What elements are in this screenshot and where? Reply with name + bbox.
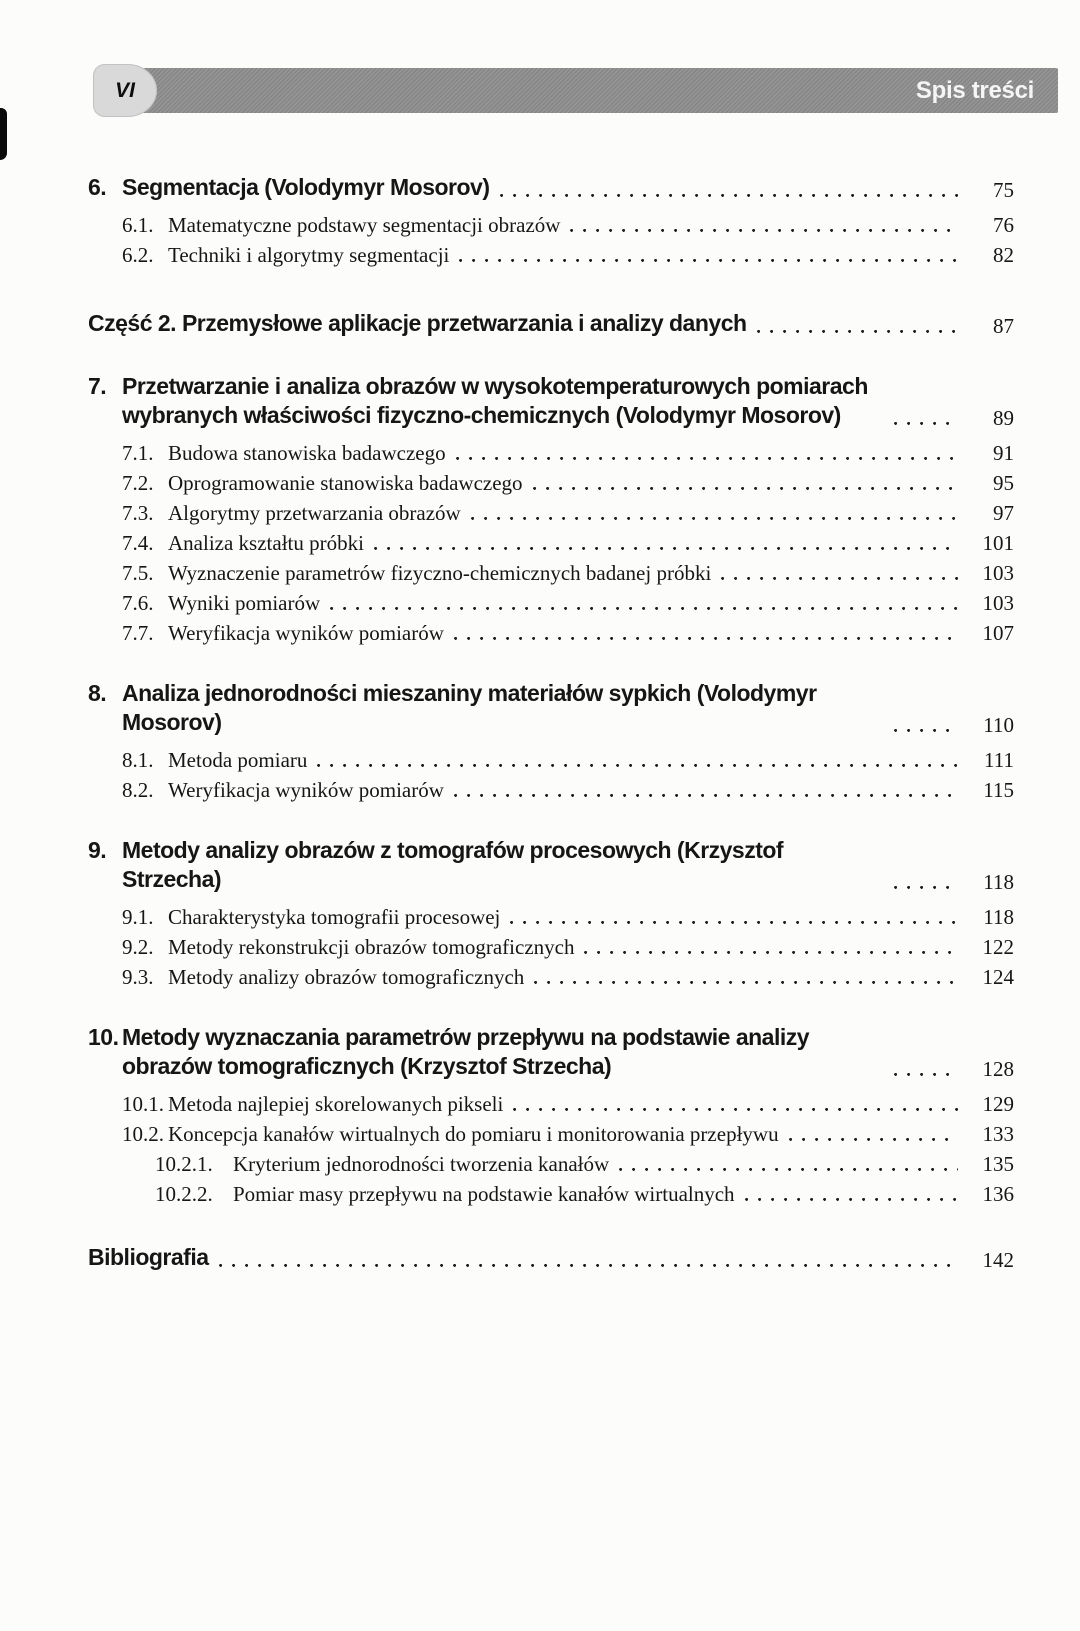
toc-entry-number: 9. <box>88 837 107 863</box>
toc-entry <box>88 679 1014 737</box>
dot-leader <box>570 229 958 232</box>
dot-leader <box>454 637 958 640</box>
toc-entry <box>88 935 1014 959</box>
toc-entry <box>88 309 1014 338</box>
dot-leader <box>533 487 958 490</box>
toc-entry-page: 133 <box>982 1122 1014 1146</box>
toc-entry-title: Pomiar masy przepływu na podstawie kanałów wirtualnych <box>233 1182 735 1206</box>
dot-leader <box>619 1168 958 1171</box>
dot-leader <box>454 794 958 797</box>
toc-entry-title: Budowa stanowiska badawczego <box>168 441 446 465</box>
toc-entry-number: 6.1. <box>122 213 154 237</box>
toc-entry-page: 107 <box>982 621 1014 645</box>
page-number: VI <box>115 78 135 102</box>
toc-entry-page: 128 <box>982 1057 1014 1081</box>
toc-entry <box>88 1182 1014 1206</box>
dot-leader <box>317 764 958 767</box>
toc-entry-number: 8. <box>88 680 107 706</box>
toc-entry <box>88 243 1014 267</box>
toc-entry-title: Analiza kształtu próbki <box>168 531 364 555</box>
toc-entry-title: Część 2. Przemysłowe aplikacje przetwarzania i analizy danych <box>88 310 747 336</box>
dot-leader <box>374 547 958 550</box>
toc-entry-title: Weryfikacja wyników pomiarów <box>168 621 444 645</box>
toc-entry-page: 115 <box>983 778 1014 802</box>
toc-entry-page: 142 <box>982 1248 1014 1272</box>
dot-leader <box>745 1198 958 1201</box>
toc-entry-page: 118 <box>983 905 1014 929</box>
toc-entry-title: Przetwarzanie i analiza obrazów w wysokotemperaturowych pomiarach wybranych właściwości fizyczno-chemicznych (Volodymyr Mosorov) <box>122 373 868 428</box>
toc-entry <box>88 1023 1014 1081</box>
dot-leader <box>894 1073 958 1076</box>
toc-entry <box>88 173 1014 202</box>
page-number-badge <box>93 64 157 117</box>
dot-leader <box>219 1264 958 1267</box>
toc-entry-page: 101 <box>982 531 1014 555</box>
toc-entry-title: Charakterystyka tomografii procesowej <box>168 905 501 929</box>
toc-entry <box>88 372 1014 430</box>
toc-entry <box>88 1122 1014 1146</box>
toc-entry-number: 8.2. <box>122 778 154 802</box>
toc-entry-number: 7.5. <box>122 561 154 585</box>
toc-entry-page: 95 <box>993 471 1014 495</box>
toc-entry-title: Oprogramowanie stanowiska badawczego <box>168 471 523 495</box>
toc-entry-number: 10.2.2. <box>155 1182 213 1206</box>
toc-entry-page: 111 <box>984 748 1014 772</box>
header-title: Spis treści <box>915 77 1034 104</box>
toc-entry-number: 7.1. <box>122 441 154 465</box>
toc-entry-number: 7.2. <box>122 471 154 495</box>
toc-entry-number: 9.3. <box>122 965 154 989</box>
toc-entry-number: 7.7. <box>122 621 154 645</box>
dot-leader <box>513 1108 958 1111</box>
dot-leader <box>721 577 958 580</box>
dot-leader <box>510 921 958 924</box>
dot-leader <box>534 981 958 984</box>
toc-entry-page: 103 <box>982 561 1014 585</box>
toc-entry-title: Metoda pomiaru <box>168 748 308 772</box>
dot-leader <box>894 422 958 425</box>
page-header-bar <box>95 68 1058 113</box>
toc-entry-number: 7.3. <box>122 501 154 525</box>
toc-entry <box>88 561 1014 585</box>
toc-list <box>88 139 1014 1280</box>
toc-entry-number: 10.1. <box>122 1092 164 1116</box>
toc-entry-number: 10.2. <box>122 1122 164 1146</box>
dot-leader <box>894 886 958 889</box>
toc-entry-title: Matematyczne podstawy segmentacji obrazów <box>168 213 561 237</box>
toc-entry-number: 10. <box>88 1024 119 1050</box>
toc-entry-title: Analiza jednorodności mieszaniny materiałów sypkich (Volodymyr Mosorov) <box>122 680 817 735</box>
dot-leader <box>894 729 958 732</box>
toc-entry-number: 7.6. <box>122 591 154 615</box>
toc-entry-page: 136 <box>982 1182 1014 1206</box>
toc-entry-page: 87 <box>993 314 1014 338</box>
toc-entry-page: 89 <box>993 406 1014 430</box>
toc-entry-title: Metody wyznaczania parametrów przepływu na podstawie analizy obrazów tomograficznych (Krzysztof Strzecha) <box>122 1024 810 1079</box>
toc-entry <box>88 905 1014 929</box>
toc-entry <box>88 1152 1014 1176</box>
toc-entry <box>88 778 1014 802</box>
toc-entry-title: Weryfikacja wyników pomiarów <box>168 778 444 802</box>
toc-entry-page: 76 <box>993 213 1014 237</box>
toc-entry-number: 10.2.1. <box>155 1152 213 1176</box>
toc-entry-title: Techniki i algorytmy segmentacji <box>168 243 450 267</box>
toc-entry-title: Metoda najlepiej skorelowanych pikseli <box>168 1092 504 1116</box>
toc-entry-title: Segmentacja (Volodymyr Mosorov) <box>122 174 490 200</box>
toc-entry-page: 91 <box>993 441 1014 465</box>
toc-entry <box>88 501 1014 525</box>
toc-entry-title: Metody analizy obrazów z tomografów procesowych (Krzysztof Strzecha) <box>122 837 784 892</box>
toc-entry-page: 82 <box>993 243 1014 267</box>
toc-entry <box>88 621 1014 645</box>
toc-entry-number: 9.1. <box>122 905 154 929</box>
toc-entry <box>88 471 1014 495</box>
toc-entry-title: Metody analizy obrazów tomograficznych <box>168 965 525 989</box>
dot-leader <box>456 457 958 460</box>
dot-leader <box>459 259 958 262</box>
toc-entry-number: 9.2. <box>122 935 154 959</box>
dot-leader <box>757 330 958 333</box>
toc-entry <box>88 531 1014 555</box>
toc-entry-number: 6. <box>88 174 107 200</box>
toc-entry-title: Wyniki pomiarów <box>168 591 321 615</box>
toc-entry <box>88 965 1014 989</box>
toc-entry-page: 97 <box>993 501 1014 525</box>
toc-entry-title: Metody rekonstrukcji obrazów tomograficznych <box>168 935 575 959</box>
toc-entry <box>88 213 1014 237</box>
toc-entry <box>88 836 1014 894</box>
dot-leader <box>584 951 958 954</box>
scan-artifact-mark <box>0 108 7 160</box>
toc-entry-title: Kryterium jednorodności tworzenia kanałów <box>233 1152 610 1176</box>
dot-leader <box>330 607 958 610</box>
toc-entry <box>88 441 1014 465</box>
toc-entry-page: 129 <box>982 1092 1014 1116</box>
toc-entry <box>88 1092 1014 1116</box>
toc-entry-page: 118 <box>983 870 1014 894</box>
toc-entry-title: Bibliografia <box>88 1244 209 1270</box>
dot-leader <box>471 517 958 520</box>
toc-entry-title: Wyznaczenie parametrów fizyczno-chemicznych badanej próbki <box>168 561 712 585</box>
toc-entry-number: 7. <box>88 373 107 399</box>
toc-entry <box>88 591 1014 615</box>
toc-entry-title: Koncepcja kanałów wirtualnych do pomiaru i monitorowania przepływu <box>168 1122 779 1146</box>
toc-entry-page: 122 <box>982 935 1014 959</box>
toc-entry-page: 75 <box>993 178 1014 202</box>
toc-entry-number: 7.4. <box>122 531 154 555</box>
toc-entry-number: 6.2. <box>122 243 154 267</box>
toc-entry <box>88 1243 1014 1272</box>
toc-entry-page: 103 <box>982 591 1014 615</box>
toc-entry-title: Algorytmy przetwarzania obrazów <box>168 501 461 525</box>
toc-entry-page: 110 <box>983 713 1014 737</box>
toc-entry-page: 135 <box>982 1152 1014 1176</box>
dot-leader <box>500 194 959 197</box>
toc-entry-number: 8.1. <box>122 748 154 772</box>
toc-entry-page: 124 <box>982 965 1014 989</box>
dot-leader <box>789 1138 958 1141</box>
toc-entry <box>88 748 1014 772</box>
